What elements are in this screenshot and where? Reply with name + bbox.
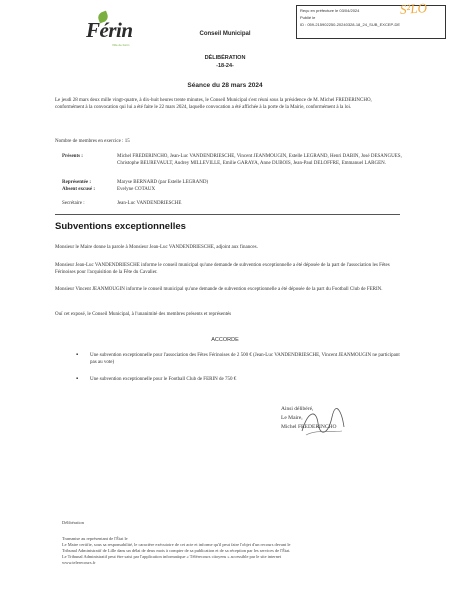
signature-line: Le Maire, bbox=[281, 415, 303, 421]
footer-notice bbox=[62, 520, 382, 566]
subject-title: Subventions exceptionnelles bbox=[55, 221, 186, 232]
stamp-line: Reçu en préfecture le 03/04/2024 bbox=[300, 8, 360, 13]
decision-item: ▪ Une subvention exceptionnelle pour le Football Club de FERIN de 750 € bbox=[74, 376, 402, 383]
represented-label: Représentée : bbox=[62, 180, 92, 185]
handwritten-annotation: S²LO bbox=[399, 0, 428, 17]
footer-line: Le Tribunal Administratif peut être saisi par l'application informatique « Télérecours citoyens » accessible par le site internet bbox=[62, 554, 282, 559]
body-paragraph: Monsieur Jean-Luc VANDENDRIESCHE informe le conseil municipal qu'une demande de subvention exceptionnelle a été déposée de la part de l'association les Fêtes Férinoises pour l'acquisition de la Fête du Cavalier. bbox=[55, 263, 390, 275]
secretary-label: Secrétaire : bbox=[62, 201, 85, 206]
signature-line: Ainsi délibéré, bbox=[281, 406, 314, 412]
council-title: Conseil Municipal bbox=[199, 31, 251, 37]
intro-paragraph: Le jeudi 28 mars deux mille vingt-quatre, à dix-huit heures trente minutes, le Conseil Municipal s'est réuni sous la présidence de M. Michel FREDERINCHO, conformément à la convocation qui lui a été faite le 22 mars 2024, laquelle convocation a été affichée à la porte de la Mairie, conformément à la loi. bbox=[55, 98, 372, 110]
body-paragraph: Ouï cet exposé, le Conseil Municipal, à l'unanimité des membres présents et représentés bbox=[55, 312, 232, 317]
signature-name: Michel FREDERINCHO bbox=[281, 424, 337, 430]
divider bbox=[55, 214, 400, 215]
members-count: Nombre de membres en exercice : 15 bbox=[55, 139, 130, 144]
absent-list: Evelyne COTAUX bbox=[117, 187, 156, 192]
deliberation-heading: DÉLIBÉRATION bbox=[204, 55, 246, 61]
logo-tagline: Ville de Férin bbox=[112, 43, 130, 47]
footer-line: Tribunal Administratif de Lille dans un délai de deux mois à compter de sa publication et de sa réception par les services de l'État. bbox=[62, 548, 291, 553]
signature-block bbox=[281, 405, 336, 432]
decision-item: ▪ Une subvention exceptionnelle pour l'association des Fêtes Férinoises de 2 500 € (Jean-Luc VANDENDRIESCHE, Vincent JEANMOUGIN ne participant pas au vote) bbox=[74, 352, 402, 366]
session-date: Séance du 28 mars 2024 bbox=[187, 82, 263, 89]
absent-label: Absent excusé : bbox=[62, 187, 96, 192]
present-label: Présents : bbox=[62, 154, 83, 159]
secretary-name: Jean-Luc VANDENDRIESCHE bbox=[117, 201, 182, 206]
body-paragraph: Monsieur Vincent JEANMOUGIN informe le conseil municipal qu'une demande de subvention exceptionnelle a été déposée de la part du Football Club de FERIN. bbox=[55, 287, 383, 292]
present-list: Michel FREDERINCHO, Jean-Luc VANDENDRIESCHE, Vincent JEANMOUGIN, Estelle LEGRAND, Henri DABIN, José DESANGUES, Christophe BEUREVAULT, Audrey MILLEVILLE, Emilie GARAYA, Anne DUBOIS, Jean-Paul DELOFFRE, Emmanuel LARGEN. bbox=[117, 154, 402, 166]
stamp-line: ID : 059-215902250-20240328-18_24_SUB_EXCEP-DE bbox=[300, 22, 401, 27]
logo-wordmark: Férin bbox=[86, 18, 133, 42]
footer-line: Le Maire certifie, sous sa responsabilité, le caractère exécutoire de cet acte et informe qu'il peut faire l'objet d'un recours devant le bbox=[62, 542, 291, 547]
footer-line: Transmise au représentant de l'État le bbox=[62, 536, 128, 541]
deliberation-number: -18-24- bbox=[216, 63, 234, 69]
stamp-line: Publié le bbox=[300, 15, 316, 20]
decision-list bbox=[74, 352, 402, 393]
decision-heading: ACCORDE bbox=[211, 337, 239, 343]
footer-heading: Délibération bbox=[62, 520, 84, 525]
footer-link[interactable]: www.telerecours.fr bbox=[62, 560, 96, 565]
represented-list: Maryse BERNARD (par Estelle LEGRAND) bbox=[117, 180, 209, 185]
body-paragraph: Monsieur le Maire donne la parole à Monsieur Jean-Luc VANDENDRIESCHE, adjoint aux finances. bbox=[55, 245, 258, 250]
